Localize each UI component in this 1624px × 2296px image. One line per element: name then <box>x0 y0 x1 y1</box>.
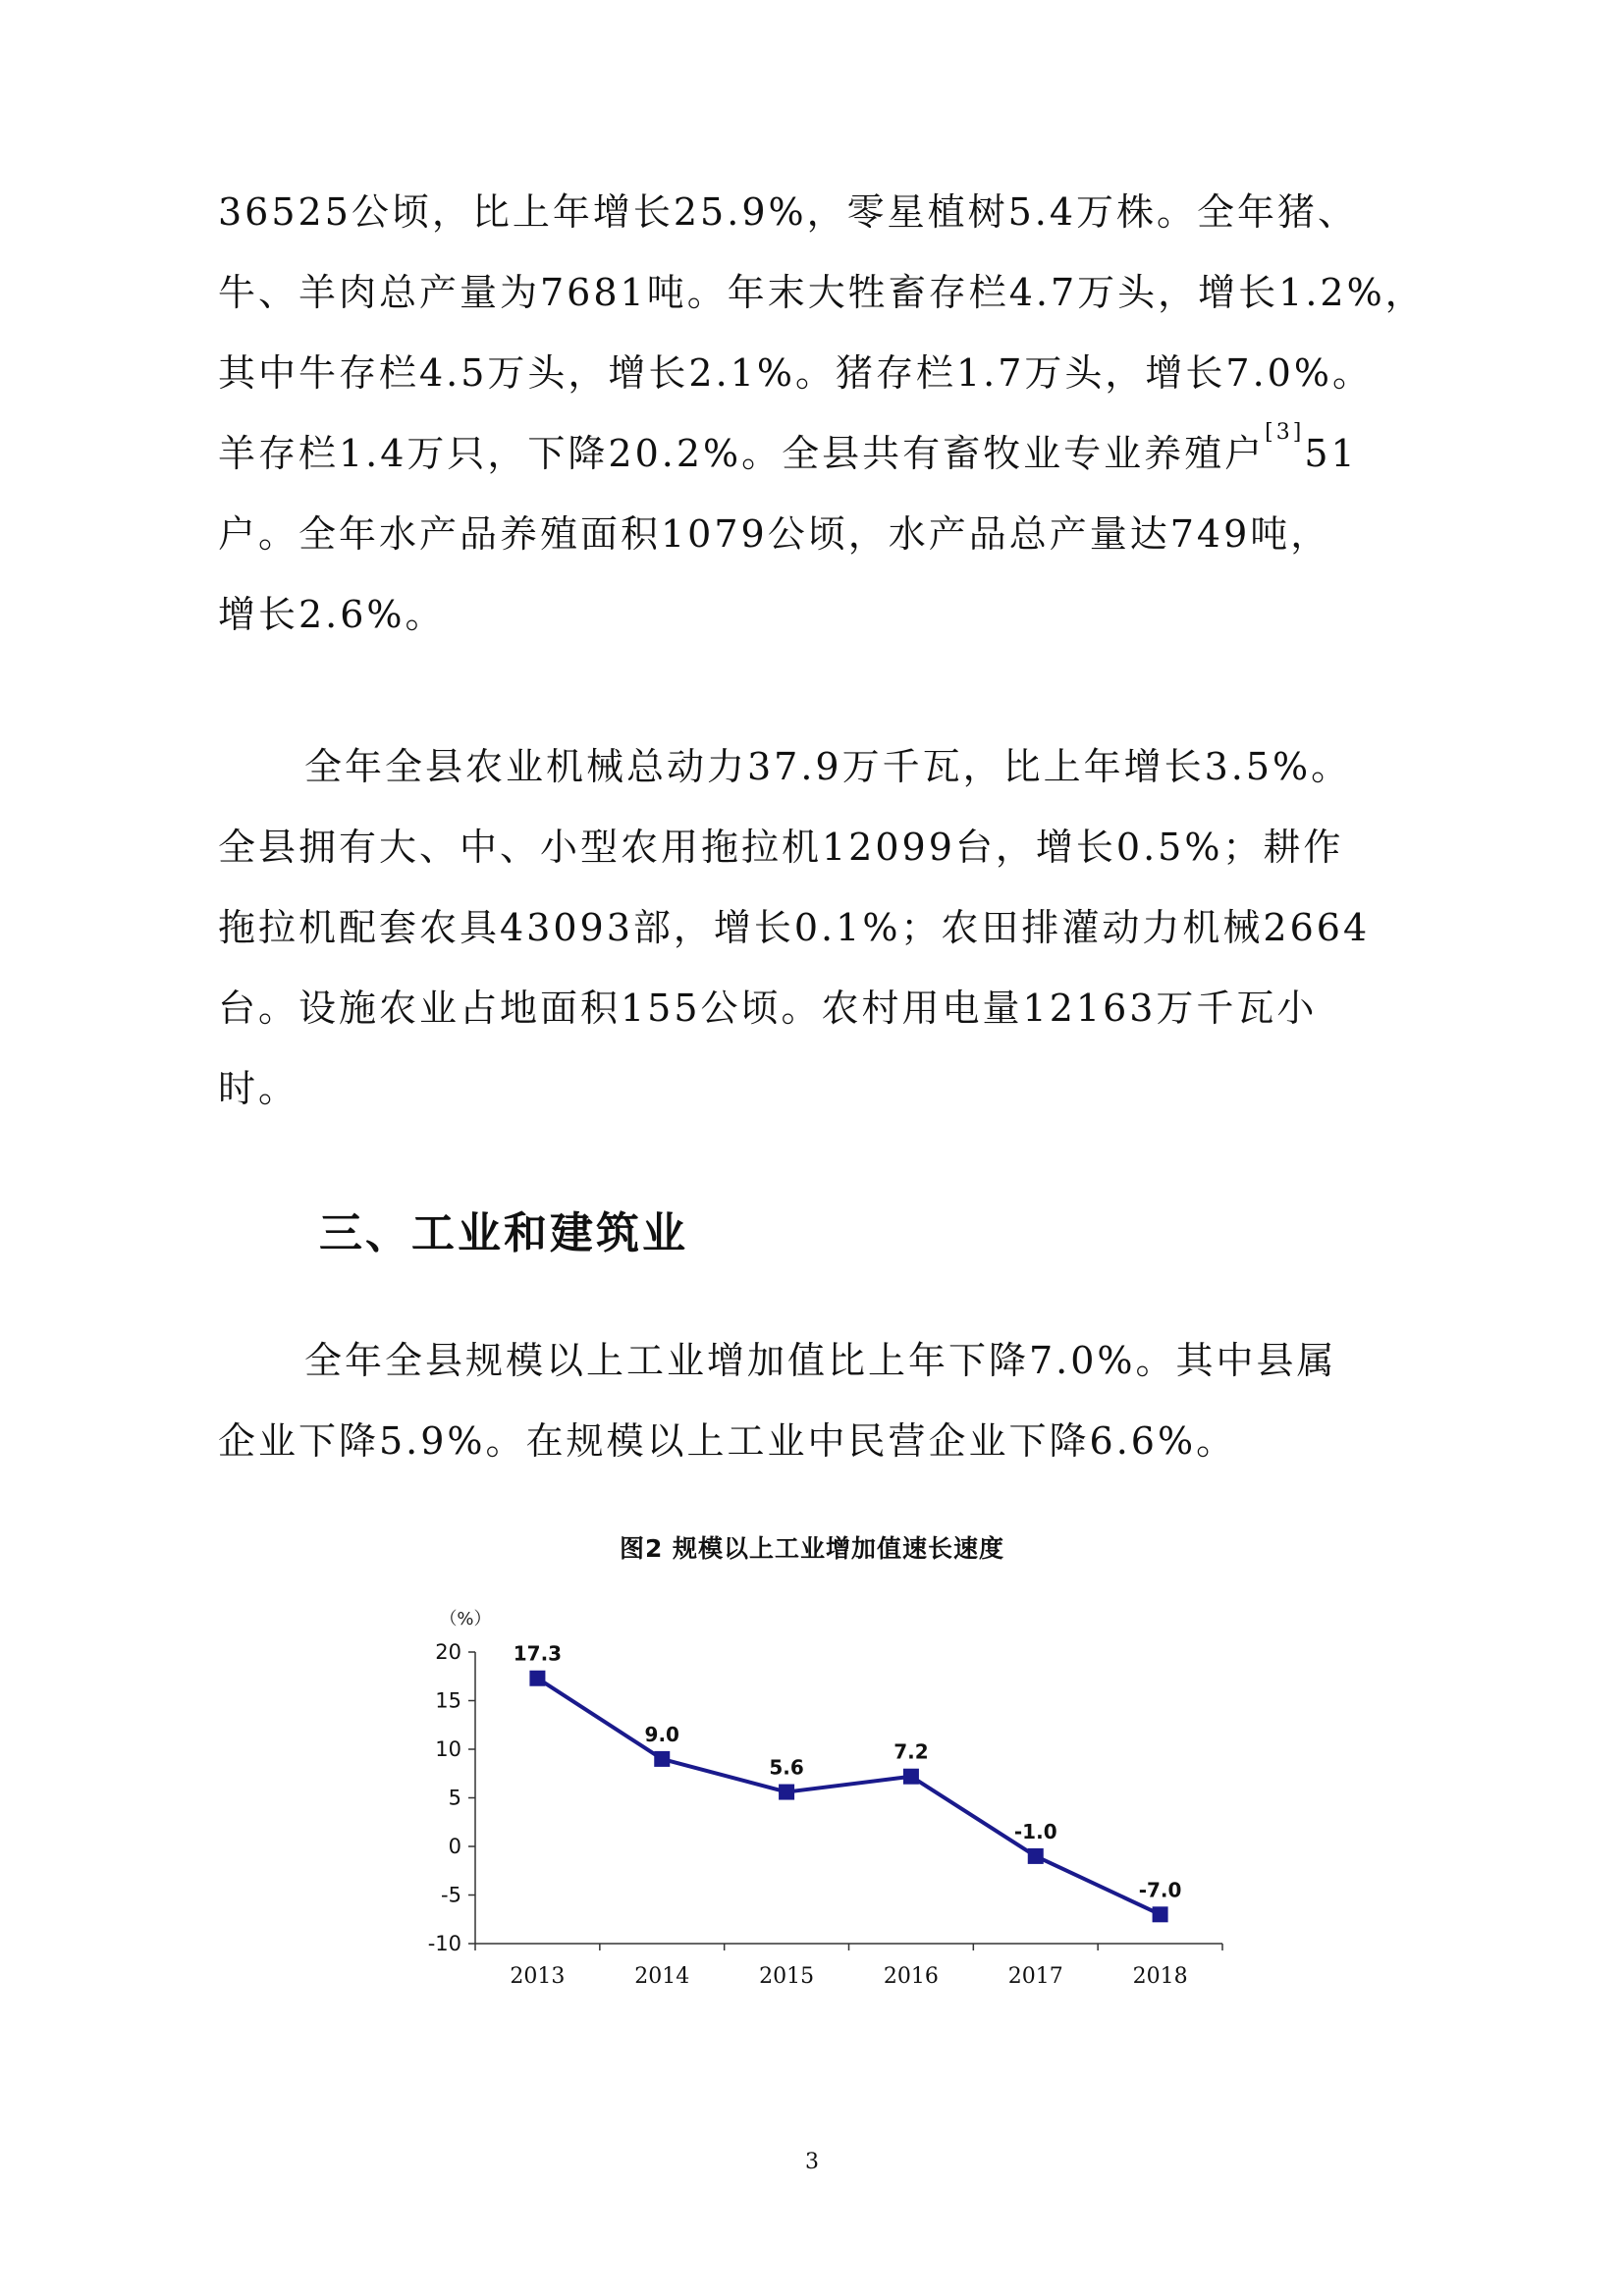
data-point-marker <box>1153 1906 1168 1922</box>
text-line: 拖拉机配套农具43093部，增长0.1%；农田排灌动力机械2664 <box>218 906 1371 949</box>
paragraph-livestock <box>218 172 1426 655</box>
data-point-marker <box>529 1671 545 1686</box>
y-tick-label: 10 <box>435 1737 461 1761</box>
y-tick-label: 5 <box>448 1786 461 1810</box>
y-tick-label: -5 <box>441 1883 461 1907</box>
data-label: 7.2 <box>893 1739 929 1764</box>
x-tick-label: 2016 <box>883 1964 939 1989</box>
series-line <box>537 1679 1160 1915</box>
data-label: 9.0 <box>644 1722 679 1746</box>
x-tick-label: 2017 <box>1007 1964 1063 1989</box>
y-tick-label: 15 <box>435 1688 461 1713</box>
x-tick-label: 2018 <box>1132 1964 1188 1989</box>
text-line: 台。设施农业占地面积155公顷。农村用电量12163万千瓦小 <box>218 987 1318 1030</box>
chart-title: 图2 规模以上工业增加值速长速度 <box>619 1534 1005 1563</box>
y-unit-label: （%） <box>439 1609 492 1629</box>
text-line: 全年全县规模以上工业增加值比上年下降7.0%。其中县属 <box>304 1339 1337 1382</box>
data-point-marker <box>903 1769 919 1785</box>
x-tick-label: 2013 <box>510 1964 566 1989</box>
data-label: -1.0 <box>1013 1819 1057 1843</box>
section-heading: 三、工业和建筑业 <box>319 1208 688 1258</box>
text-segment: 羊存栏1.4万只，下降20.2%。全县共有畜牧业专业养殖户 <box>218 432 1266 475</box>
data-label: 5.6 <box>769 1755 804 1780</box>
y-tick-label: 0 <box>448 1835 461 1858</box>
text-line: 其中牛存栏4.5万头，增长2.1%。猪存栏1.7万头，增长7.0%。 <box>218 351 1373 395</box>
paragraph-industry <box>218 1320 1416 1481</box>
x-tick-label: 2014 <box>634 1964 690 1989</box>
data-label: 17.3 <box>513 1641 563 1666</box>
x-tick-label: 2015 <box>759 1964 815 1989</box>
page-number: 3 <box>805 2150 819 2174</box>
data-point-marker <box>1028 1848 1044 1864</box>
line-chart <box>393 1580 1257 2012</box>
text-line: 企业下降5.9%。在规模以上工业中民营企业下降6.6%。 <box>218 1419 1237 1463</box>
data-label: -7.0 <box>1138 1878 1182 1902</box>
text-line: 增长2.6%。 <box>218 593 446 636</box>
footnote-reference[interactable]: [3] <box>1265 420 1305 445</box>
text-line <box>218 413 1416 494</box>
data-point-marker <box>779 1785 794 1800</box>
text-line: 36525公顷，比上年增长25.9%，零星植树5.4万株。全年猪、 <box>218 190 1359 234</box>
data-point-marker <box>654 1751 670 1767</box>
text-line: 全县拥有大、中、小型农用拖拉机12099台，增长0.5%；耕作 <box>218 826 1344 869</box>
text-line: 牛、羊肉总产量为7681吨。年末大牲畜存栏4.7万头，增长1.2%， <box>218 271 1426 314</box>
paragraph-machinery <box>218 726 1416 1129</box>
text-line: 时。 <box>218 1067 299 1110</box>
text-line: 户。全年水产品养殖面积1079公顷，水产品总产量达749吨， <box>218 512 1331 556</box>
y-tick-label: 20 <box>435 1640 461 1664</box>
y-tick-label: -10 <box>427 1932 461 1955</box>
text-segment: 51 <box>1304 432 1358 475</box>
text-line: 全年全县农业机械总动力37.9万千瓦，比上年增长3.5%。 <box>304 745 1352 788</box>
